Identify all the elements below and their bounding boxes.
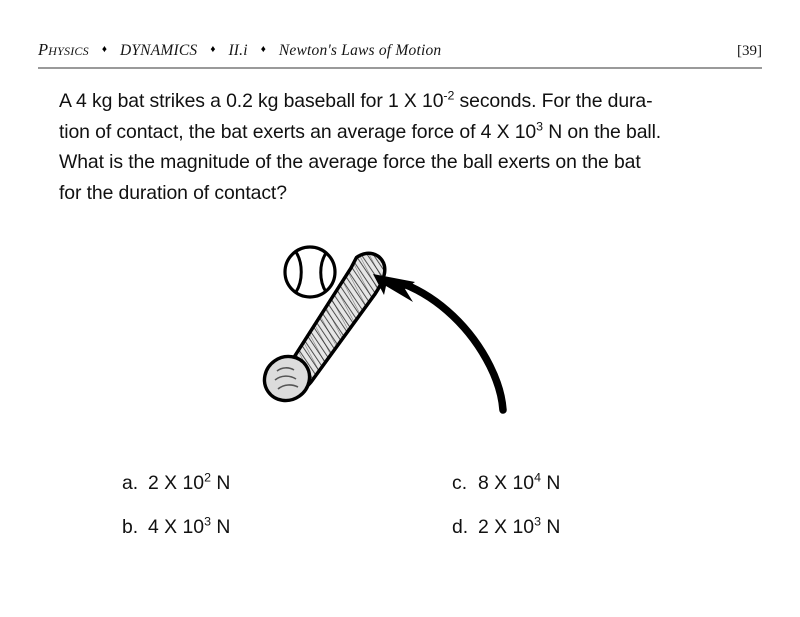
breadcrumb-unit: DYNAMICS <box>119 42 198 59</box>
answer-value-c-exponent: 4 <box>534 470 541 485</box>
answer-value-b-mantissa: 4 X 10 <box>148 516 205 538</box>
breadcrumb-separator-icon: ♦ <box>260 44 266 55</box>
answer-value-b-unit: N <box>210 516 231 538</box>
question-line-1-part-a: A 4 kg bat strikes a 0.2 kg baseball for 1 X 10 <box>59 90 444 112</box>
answer-value-d-unit: N <box>540 516 561 538</box>
question-line-3: What is the magnitude of the average force the ball exerts on the bat <box>59 151 641 173</box>
baseball-icon <box>285 247 335 297</box>
breadcrumb-subject: Physics <box>38 40 89 59</box>
swing-arrow-icon <box>373 274 503 410</box>
answer-value-c-mantissa: 8 X 10 <box>478 472 535 494</box>
page-header <box>38 40 762 70</box>
answer-value-c <box>478 470 560 496</box>
question-line-1-exponent: -2 <box>443 88 455 103</box>
breadcrumb-topic: Newton's Laws of Motion <box>278 42 442 59</box>
answer-option-a[interactable] <box>122 470 452 496</box>
answer-value-a <box>148 470 230 496</box>
answer-row <box>122 470 722 496</box>
question-line-1-part-b: seconds. For the dura- <box>454 90 653 112</box>
breadcrumb <box>38 40 762 60</box>
answer-value-c-unit: N <box>540 472 561 494</box>
question-text <box>59 86 749 208</box>
answer-value-a-unit: N <box>210 472 231 494</box>
answer-row <box>122 514 722 540</box>
question-line-2-exponent: 3 <box>536 119 543 134</box>
breadcrumb-separator-icon: ♦ <box>101 44 107 55</box>
baseball-bat-swing-diagram <box>255 232 525 427</box>
answer-value-d-mantissa: 2 X 10 <box>478 516 535 538</box>
breadcrumb-section: II.i <box>228 42 248 59</box>
answer-label-d: d. <box>452 516 469 538</box>
answer-option-d[interactable] <box>452 514 560 540</box>
answer-value-d-exponent: 3 <box>534 514 541 529</box>
header-divider <box>38 67 762 69</box>
breadcrumb-separator-icon: ♦ <box>210 44 216 55</box>
answer-label-b: b. <box>122 516 139 538</box>
question-line-2-part-a: tion of contact, the bat exerts an average force of 4 X 10 <box>59 120 537 143</box>
answer-label-c: c. <box>452 472 468 494</box>
question-line-2 <box>59 117 749 148</box>
breadcrumb-trail <box>38 40 441 60</box>
answer-value-b-exponent: 3 <box>204 514 211 529</box>
answer-value-d <box>478 514 560 540</box>
answer-label-a: a. <box>122 472 139 494</box>
answer-value-a-exponent: 2 <box>204 470 211 485</box>
answer-option-b[interactable] <box>122 514 452 540</box>
page-number: [39] <box>737 43 762 59</box>
answer-choices <box>122 470 722 558</box>
answer-option-c[interactable] <box>452 470 560 496</box>
question-line-4: for the duration of contact? <box>59 181 287 204</box>
question-line-1 <box>59 86 749 117</box>
question-line-2-part-b: N on the ball. <box>542 120 662 143</box>
answer-value-a-mantissa: 2 X 10 <box>148 472 205 494</box>
answer-value-b <box>148 514 230 540</box>
